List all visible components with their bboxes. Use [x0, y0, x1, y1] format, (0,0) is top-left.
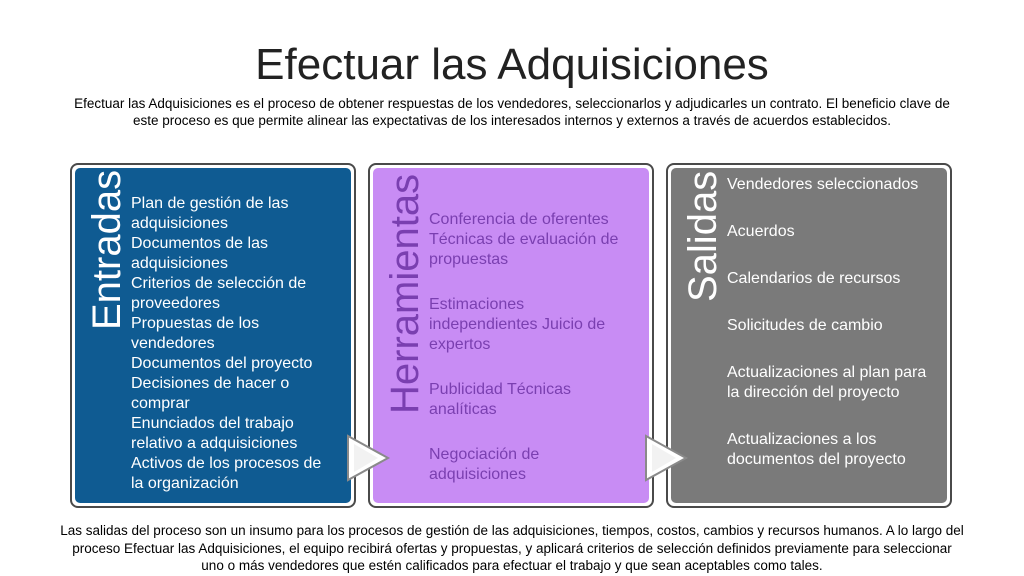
- panel-herramientas-list: [429, 210, 629, 508]
- list-item: Documentos del proyecto: [131, 355, 313, 372]
- panel-herramientas: [368, 163, 654, 508]
- panel-entradas-label-area: [75, 168, 135, 503]
- list-item: Solicitudes de cambio: [727, 317, 883, 334]
- panel-entradas-label: Entradas: [85, 169, 129, 330]
- panel-entradas-background: [75, 168, 351, 503]
- list-item: Criterios de selección de proveedores: [131, 275, 307, 312]
- page-title: Efectuar las Adquisiciones: [255, 40, 769, 89]
- list-item: Decisiones de hacer o comprar: [131, 375, 290, 412]
- list-item: Propuestas de los vendedores: [131, 315, 260, 352]
- panel-salidas-label: Salidas: [681, 170, 725, 302]
- panel-salidas-list: [727, 175, 937, 497]
- list-item: Actualizaciones a los documentos del proyecto: [727, 431, 906, 468]
- panel-entradas-list: [131, 194, 331, 494]
- arrow-right-icon: [342, 432, 394, 484]
- list-item: Activos de los procesos de la organización: [131, 455, 322, 492]
- list-item: Actualizaciones al plan para la dirección del proyecto: [727, 364, 927, 401]
- page-subtitle: Efectuar las Adquisiciones es el proceso de obtener respuestas de los vendedores, seleccionarlos y adjudicarles un contrato. El beneficio clave de este proceso es que permite alinear las expectativas de los interesados internos y externos a través de acuerdos establecidos.: [74, 96, 950, 128]
- arrow-right-icon: [640, 432, 692, 484]
- list-item: Vendedores seleccionados: [727, 176, 919, 193]
- list-item: Documentos de las adquisiciones: [131, 235, 268, 272]
- list-item: Calendarios de recursos: [727, 270, 901, 287]
- panel-salidas: [666, 163, 952, 508]
- list-item: Conferencia de oferentes Técnicas de evaluación de propuestas: [429, 211, 619, 268]
- panel-herramientas-background: [373, 168, 649, 503]
- list-item: Estimaciones independientes Juicio de expertos: [429, 296, 606, 353]
- footer-note: Las salidas del proceso son un insumo para los procesos de gestión de las adquisiciones, tiempos, costos, cambios y recursos humanos. A lo largo del proceso Efectuar las Adquisiciones, el equipo recibirá ofertas y propuestas, y aplicará criterios de selección definidos previamente para seleccionar uno o más vendedores que estén calificados para efectuar el trabajo y que sean aceptables como tales.: [60, 523, 964, 573]
- panel-entradas: [70, 163, 356, 508]
- list-item: Negociación de adquisiciones: [429, 446, 540, 483]
- panel-herramientas-label: Herramientas: [383, 173, 427, 414]
- panel-salidas-background: [671, 168, 947, 503]
- list-item: Publicidad Técnicas analíticas: [429, 381, 572, 418]
- list-item: Plan de gestión de las adquisiciones: [131, 195, 289, 232]
- list-item: Enunciados del trabajo relativo a adquisiciones: [131, 415, 298, 452]
- list-item: Acuerdos: [727, 223, 795, 240]
